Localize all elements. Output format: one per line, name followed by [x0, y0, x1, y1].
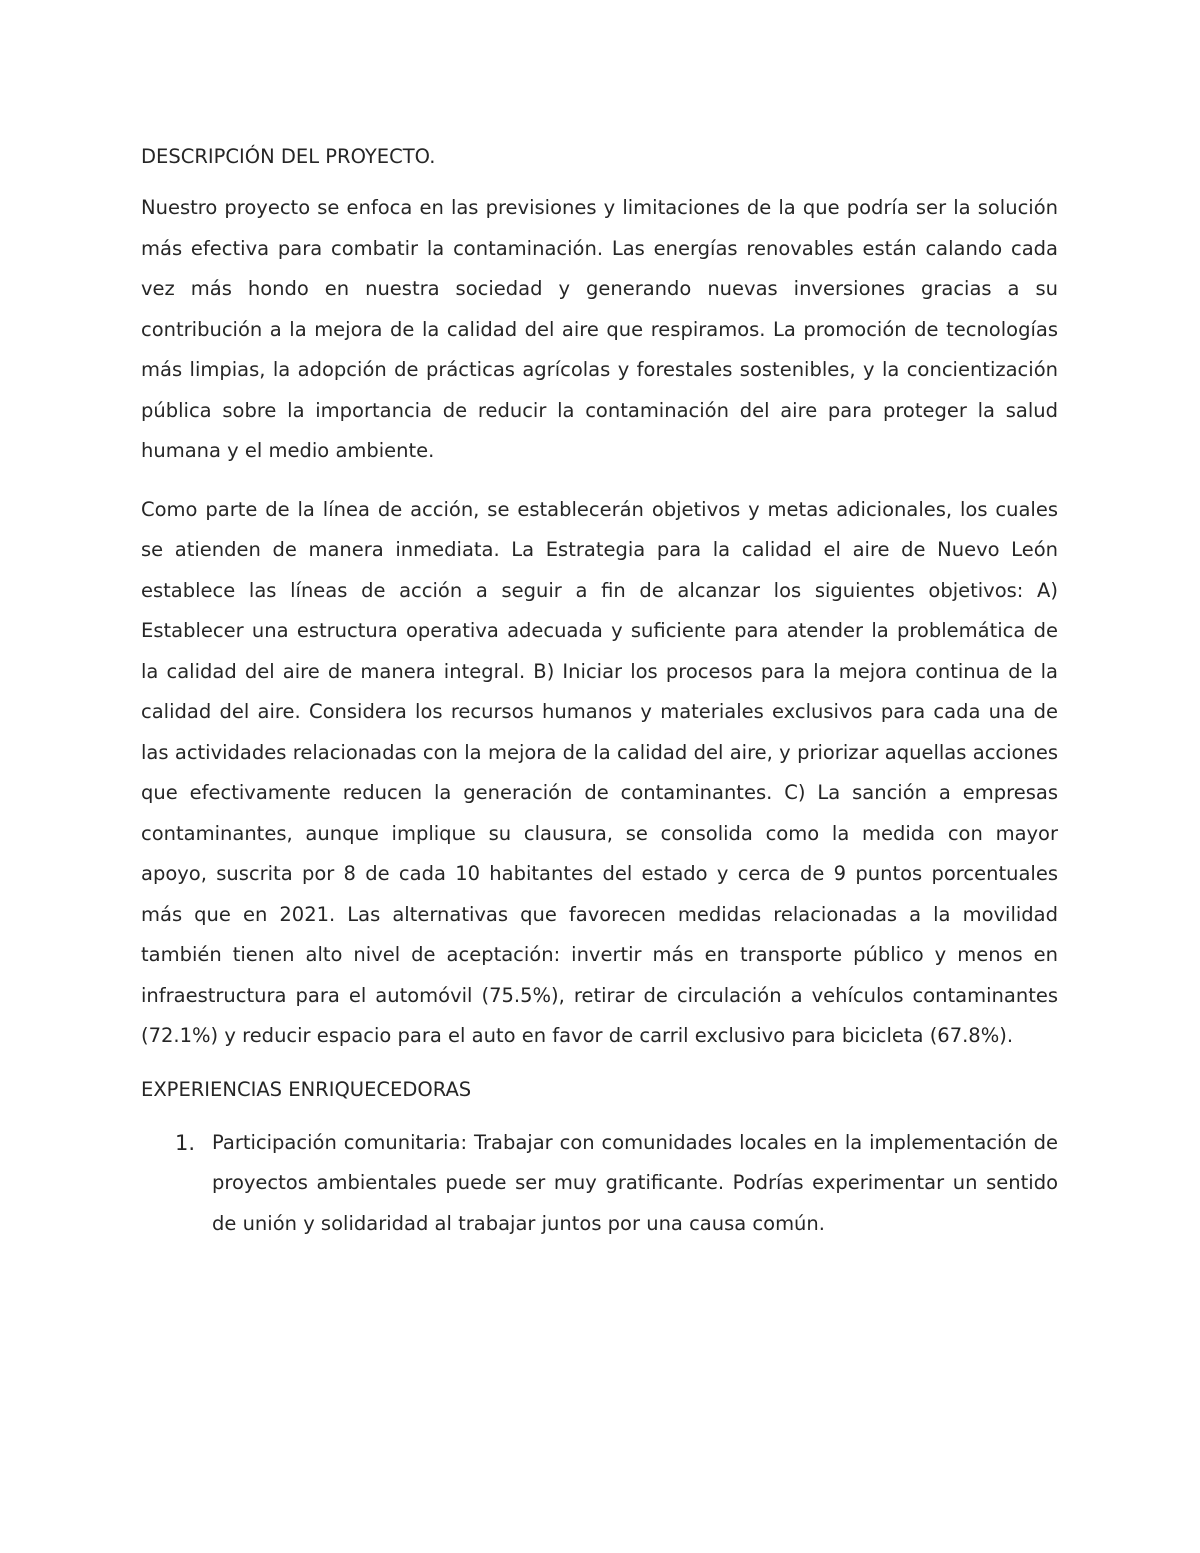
experiences-list — [141, 1123, 1058, 1245]
paragraph-action-lines: Como parte de la línea de acción, se establecerán objetivos y metas adicionales, los cuales se atienden de manera inmediata. La Estrategia para la calidad el aire de Nuevo León establece las líneas de acción a seguir a fin de alcanzar los siguientes objetivos: A) Establecer una estructura operativa adecuada y suficiente para atender la problemática de la calidad del aire de manera integral. B) Iniciar los procesos para la mejora continua de la calidad del aire. Considera los recursos humanos y materiales exclusivos para cada una de las actividades relacionadas con la mejora de la calidad del aire, y priorizar aquellas acciones que efectivamente reducen la generación de contaminantes. C) La sanción a empresas contaminantes, aunque implique su clausura, se consolida como la medida con mayor apoyo, suscrita por 8 de cada 10 habitantes del estado y cerca de 9 puntos porcentuales más que en 2021. Las alternativas que favorecen medidas relacionadas a la movilidad también tienen alto nivel de aceptación: invertir más en transporte público y menos en infraestructura para el automóvil (75.5%), retirar de circulación a vehículos contaminantes (72.1%) y reducir espacio para el auto en favor de carril exclusivo para bicicleta (67.8%). — [141, 497, 1058, 1047]
section-heading-experiencias: EXPERIENCIAS ENRIQUECEDORAS — [141, 1077, 472, 1101]
paragraph-project-description: Nuestro proyecto se enfoca en las previsiones y limitaciones de la que podría ser la solución más efectiva para combatir la contaminación. Las energías renovables están calando cada vez más hondo en nuestra sociedad y generando nuevas inversiones gracias a su contribución a la mejora de la calidad del aire que respiramos. La promoción de tecnologías más limpias, la adopción de prácticas agrícolas y forestales sostenibles, y la concientización pública sobre la importancia de reducir la contaminación del aire para proteger la salud humana y el medio ambiente. — [141, 196, 1058, 462]
list-item-text: Participación comunitaria: Trabajar con comunidades locales en la implementación de proyectos ambientales puede ser muy gratificante. Podrías experimentar un sentido de unión y solidaridad al trabajar juntos por una causa común. — [212, 1130, 1058, 1235]
list-item — [141, 1123, 1058, 1245]
section-heading-descripcion: DESCRIPCIÓN DEL PROYECTO. — [141, 145, 436, 168]
list-item-number: 1. — [175, 1130, 196, 1155]
document-body — [141, 142, 1058, 1244]
